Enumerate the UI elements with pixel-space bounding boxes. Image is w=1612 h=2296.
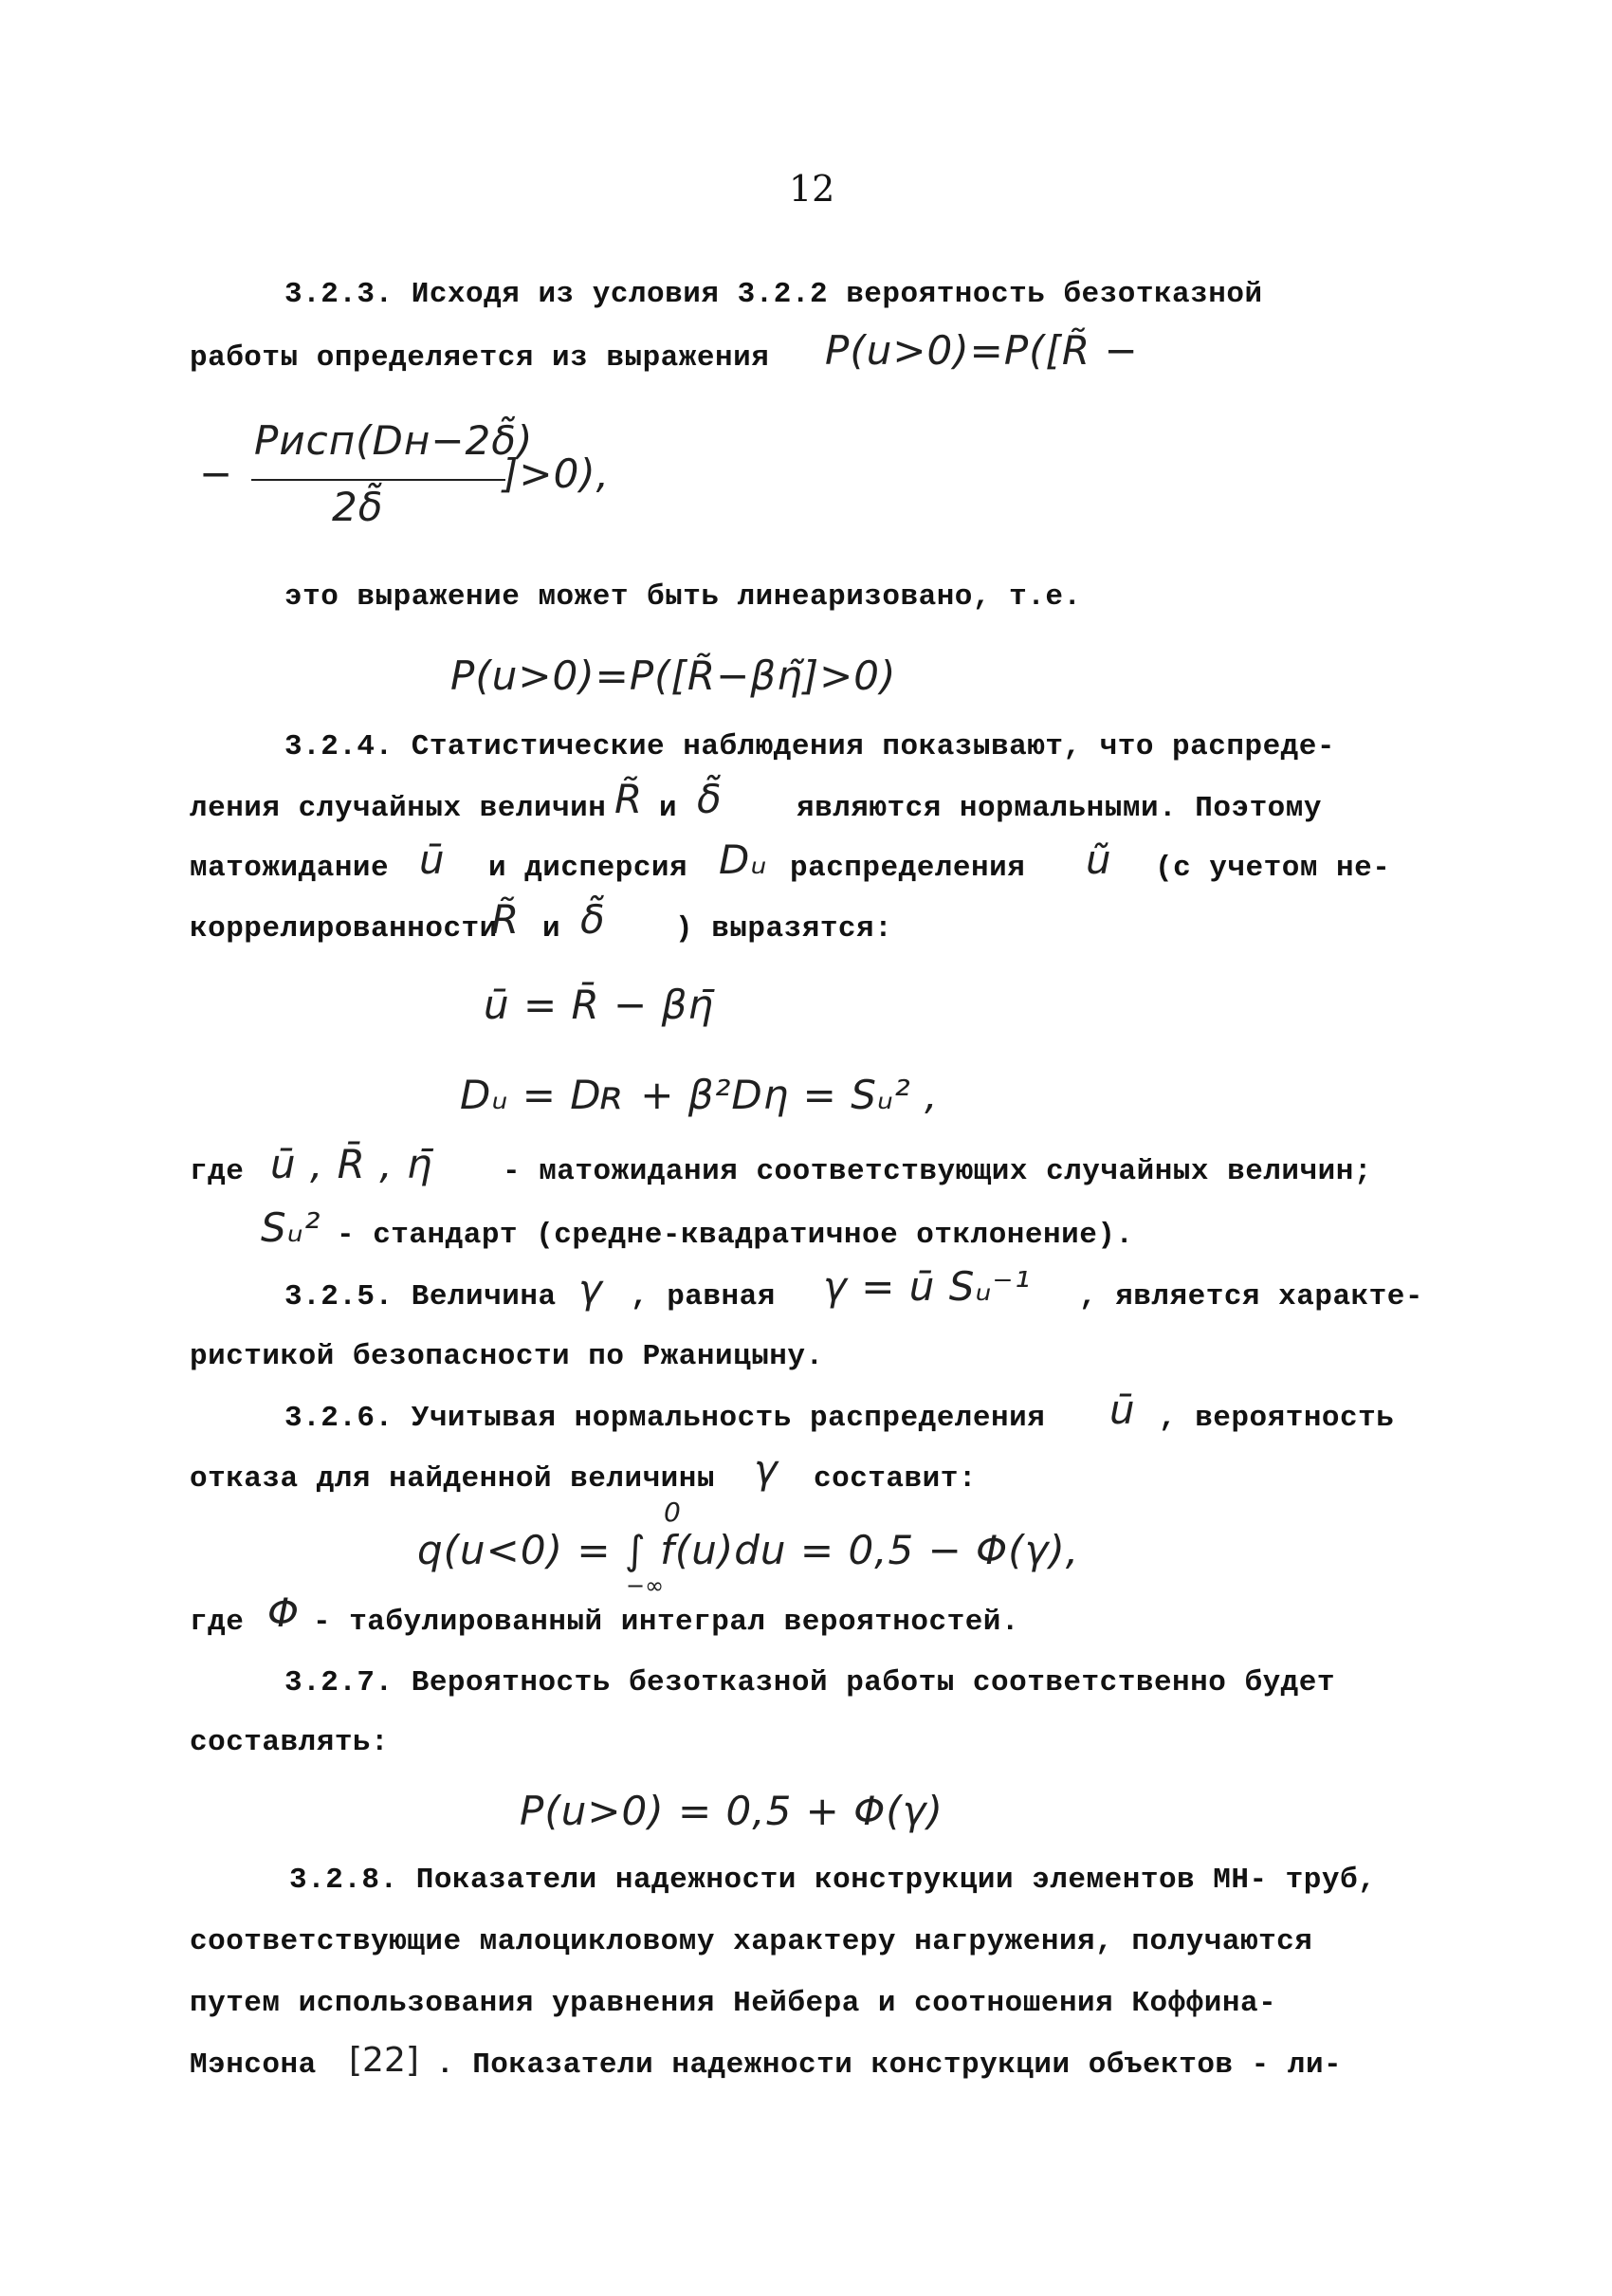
- formula-fraction-denominator: 2δ̃: [332, 484, 384, 530]
- var-u-bar: ū: [419, 836, 446, 883]
- var-gamma-2: γ: [754, 1446, 779, 1493]
- var-u-tilde: ũ: [1086, 836, 1112, 883]
- p328-line-3: путем использования уравнения Нейбера и соотношения Коффина-: [190, 1987, 1277, 2020]
- var-gamma: γ: [578, 1266, 603, 1313]
- citation-ref: [22]: [349, 2041, 419, 2080]
- p325-line-1a: 3.2.5. Величина: [284, 1280, 557, 1313]
- p323-line-2: работы определяется из выражения: [190, 341, 770, 375]
- formula-variance-u: Dᵤ = Dʀ + β²Dη = Sᵤ² ,: [460, 1072, 939, 1118]
- p326-line-2b: составит:: [814, 1462, 977, 1496]
- var-list-means: ū , R̄ , η̄: [270, 1141, 433, 1187]
- var-s-u-squared: Sᵤ²: [261, 1204, 321, 1251]
- p323-line-3: это выражение может быть линеаризовано, т.е.: [284, 580, 1082, 614]
- p326-line-2a: отказа для найденной величины: [190, 1462, 715, 1496]
- formula-p-condition-start: P(u>0)=P([R̃ −: [825, 327, 1139, 374]
- p324-line-5a: где: [190, 1155, 245, 1188]
- formula-fraction-numerator: Pисп(Dн−2δ̃): [254, 417, 534, 464]
- p326-line-1a: 3.2.6. Учитывая нормальность распределения: [284, 1402, 1046, 1435]
- page-number: 12: [789, 168, 835, 210]
- var-d-u: Dᵤ: [719, 836, 768, 883]
- integral-upper-limit: 0: [664, 1497, 681, 1528]
- p324-line-2a: ления случайных величин: [190, 792, 607, 825]
- p326-line-3a: где: [190, 1606, 245, 1639]
- p324-line-3b: и дисперсия: [488, 852, 688, 885]
- p326-line-1b: , вероятность: [1159, 1402, 1395, 1435]
- p328-line-4b: . Показатели надежности конструкции объектов - ли-: [436, 2048, 1343, 2082]
- var-u-bar-2: ū: [1109, 1387, 1136, 1433]
- integral-lower-limit: −∞: [626, 1572, 665, 1599]
- p328-line-2: соответствующие малоцикловому характеру нагружения, получаются: [190, 1925, 1313, 1958]
- formula-failure-probability: q(u<0) = ∫ f(u)du = 0,5 − Φ(γ),: [417, 1527, 1080, 1573]
- var-r-tilde-2: R̃: [491, 896, 521, 943]
- p324-line-3d: (с учетом не-: [1155, 852, 1391, 885]
- p324-line-3a: матожидание: [190, 852, 390, 885]
- conj-i: и: [659, 792, 678, 825]
- p324-line-1: 3.2.4. Статистические наблюдения показывают, что распреде-: [284, 730, 1335, 763]
- p324-line-4a: коррелированности: [190, 912, 498, 946]
- formula-condition-tail: ]>0),: [503, 450, 611, 497]
- p328-line-1: 3.2.8. Показатели надежности конструкции элементов МН- труб,: [289, 1864, 1377, 1897]
- conj-i-2: и: [542, 912, 561, 946]
- p324-line-5b: - матожидания соответствующих случайных величин;: [503, 1155, 1372, 1188]
- p324-line-2b: являются нормальными. Поэтому: [797, 792, 1322, 825]
- formula-mean-u: ū = R̄ − βη̄: [484, 982, 715, 1028]
- p326-line-3b: - табулированный интеграл вероятностей.: [313, 1606, 1020, 1639]
- p324-line-6: - стандарт (средне-квадратичное отклонение).: [337, 1219, 1134, 1252]
- formula-reliability: P(u>0) = 0,5 + Φ(γ): [520, 1788, 943, 1834]
- formula-linearized: P(u>0)=P([R̃−βη̃]>0): [450, 652, 897, 699]
- formula-fraction-bar: [251, 479, 505, 481]
- p325-line-1b: , равная: [631, 1280, 776, 1313]
- symbol-phi: Φ: [267, 1589, 301, 1636]
- p323-line-1: 3.2.3. Исходя из условия 3.2.2 вероятность безотказной: [284, 278, 1263, 311]
- p325-line-2: ристикой безопасности по Ржаницыну.: [190, 1340, 824, 1373]
- p328-line-4a: Мэнсона: [190, 2048, 317, 2082]
- var-r-tilde: R̃: [614, 776, 644, 822]
- p324-line-3c: распределения: [790, 852, 1026, 885]
- formula-minus-sign: −: [199, 450, 234, 497]
- p325-line-1c: , является характе-: [1079, 1280, 1423, 1313]
- formula-gamma-def: γ = ū Sᵤ⁻¹: [823, 1263, 1032, 1310]
- p327-line-1: 3.2.7. Вероятность безотказной работы соответственно будет: [284, 1666, 1335, 1699]
- var-delta-tilde: δ̃: [697, 776, 723, 822]
- var-delta-tilde-2: δ̃: [580, 896, 606, 943]
- p327-line-2: составлять:: [190, 1726, 390, 1759]
- p324-line-4b: ) выразятся:: [675, 912, 893, 946]
